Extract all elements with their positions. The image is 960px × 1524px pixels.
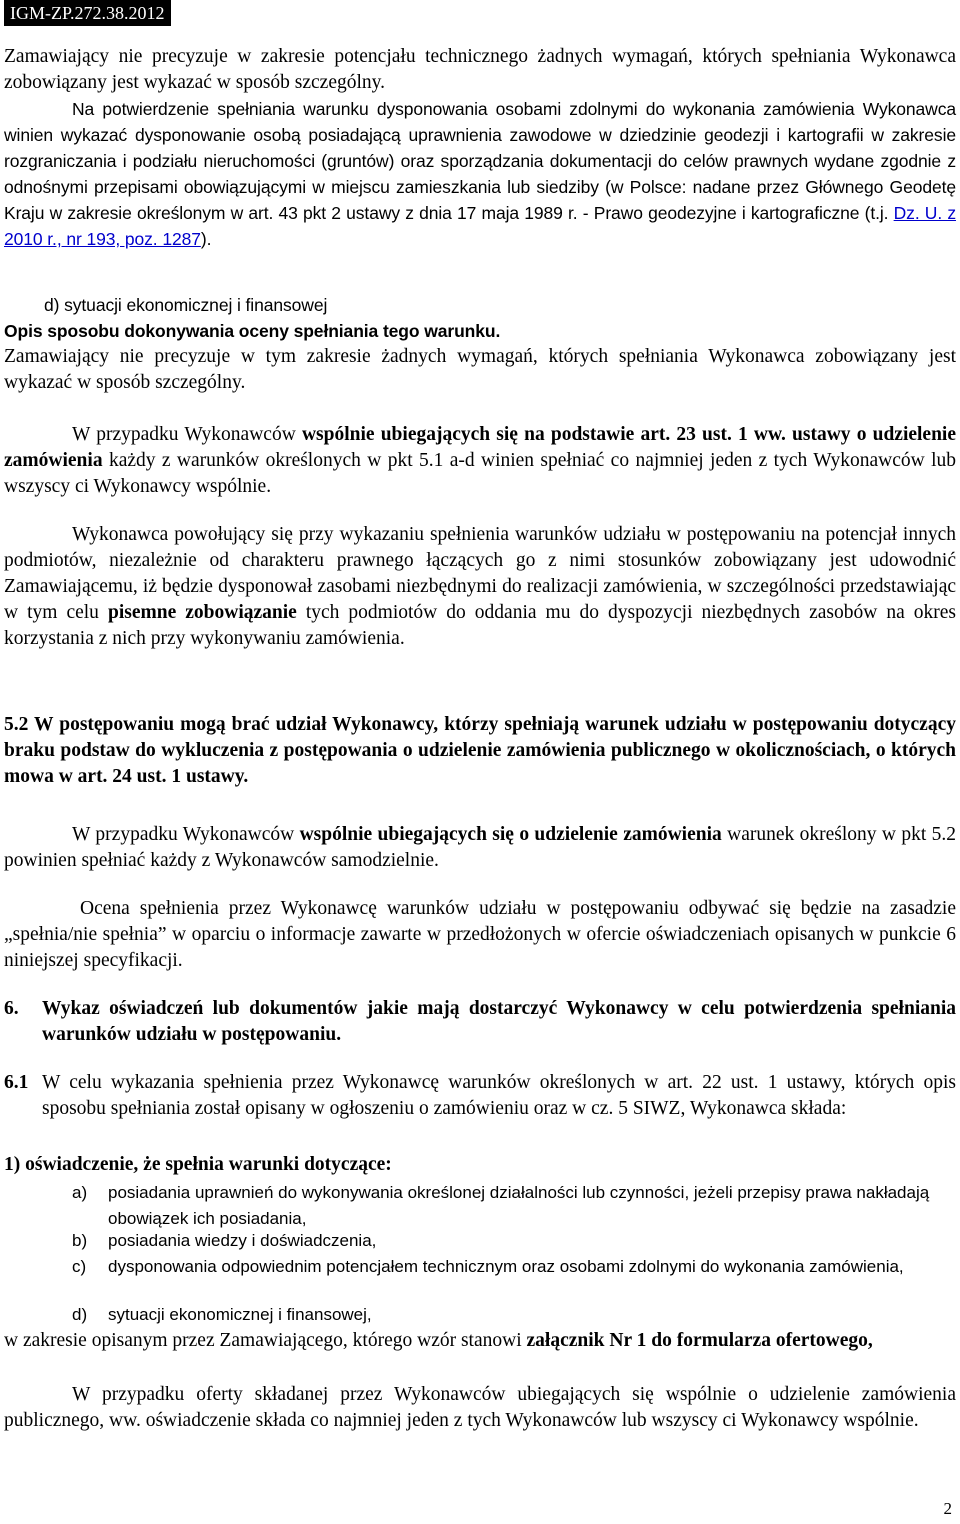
list-item <box>72 1302 956 1328</box>
list-item <box>72 1254 956 1280</box>
joint-contractors-rest: każdy z warunków określonych w pkt 5.1 a-d winien spełniać co najmniej jeden z tych Wykonawców lub wszyscy ci Wykonawcy wspólnie. <box>4 450 956 497</box>
section-6-1 <box>4 1070 956 1122</box>
section-6-heading <box>4 996 956 1048</box>
document-reference: IGM-ZP.272.38.2012 <box>4 0 171 26</box>
paragraph-personnel-text: Na potwierdzenie spełniania warunku dysponowania osobami zdolnymi do wykonania zamówienia Wykonawca winien wykazać dysponowanie osobą posiadającą uprawnienia zawodowe w dziedzinie geodezji i kartografii w zakresie rozgraniczania i podziału nieruchomości (gruntów) oraz sporządzania dokumentacji do celów prawnych wydane zgodnie z odnośnymi przepisami obowiązującymi w miejscu zamieszkania lub siedziby (w Polsce: nadane przez Głównego Geodetę Kraju w zakresie określonym w art. 43 pkt 2 ustawy z dnia 17 maja 1989 r. - Prawo geodezyjne i kartograficzne (t.j. <box>4 99 956 223</box>
paragraph-assessment: Ocena spełnienia przez Wykonawcę warunków udziału w postępowaniu odbywać się będzie na zasadzie „spełnia/nie spełnia” w oparciu o informacje zawarte w przedłożonych w ofercie oświadczeniach opisanych w punkcie 6 niniejszej specyfikacji. <box>4 898 956 971</box>
paragraph-joint-5-2 <box>4 822 956 874</box>
item-economic-situation: d) sytuacji ekonomicznej i finansowej <box>44 295 328 315</box>
other-entities-rest: tych podmiotów do oddania mu do dyspozycji niezbędnych zasobów na okres korzystania z nich przy wykonywaniu zamówienia. <box>4 602 956 649</box>
paragraph-other-entities <box>4 522 956 652</box>
list-item-text: posiadania uprawnień do wykonywania określonej działalności lub czynności, jeżeli przepisy prawa nakładają obowiązek ich posiadania, <box>108 1183 930 1228</box>
paragraph-technical-potential: Zamawiający nie precyzuje w zakresie potencjału technicznego żadnych wymagań, których spełniania Wykonawca zobowiązany jest wykazać w sposób szczególny. <box>4 46 956 93</box>
paragraph-no-requirements: Zamawiający nie precyzuje w tym zakresie żadnych wymagań, których spełniania Wykonawca zobowiązany jest wykazać w sposób szczególny. <box>4 346 956 393</box>
section-6-1-number: 6.1 <box>4 1072 29 1093</box>
section-5-2-heading: 5.2 W postępowaniu mogą brać udział Wykonawcy, którzy spełniają warunek udziału w postępowaniu dotyczący braku podstaw do wykluczenia z postępowania o udzielenie zamówienia publicznego w okolicznościach, o których mowa w art. 24 ust. 1 ustawy. <box>4 714 956 787</box>
list-item-label: d) <box>72 1305 88 1324</box>
list-item-text: dysponowania odpowiednim potencjałem technicznym oraz osobami zdolnymi do wykonania zamówienia, <box>108 1257 904 1276</box>
written-commitment-bold: pisemne zobowiązanie <box>107 602 297 623</box>
list-item-label: a) <box>72 1183 88 1202</box>
joint-5-2-rest: warunek określony w pkt 5.2 powinien spełniać każdy z Wykonawców samodzielnie. <box>4 824 957 871</box>
list-item <box>72 1228 956 1254</box>
list-item-text: sytuacji ekonomicznej i finansowej, <box>108 1305 372 1324</box>
section-6-number: 6. <box>4 998 19 1019</box>
joint-5-2-bold: wspólnie ubiegających się o udzielenie zamówienia <box>299 824 722 845</box>
list-item-label: b) <box>72 1231 88 1250</box>
attachment-bold: załącznik Nr 1 do formularza ofertowego, <box>526 1330 873 1351</box>
paragraph-attachment <box>4 1328 956 1354</box>
section-6-title: Wykaz oświadczeń lub dokumentów jakie mają dostarczyć Wykonawcy w celu potwierdzenia spełniania warunków udziału w postępowaniu. <box>42 998 956 1045</box>
joint-5-2-intro: W przypadku Wykonawców <box>72 824 300 845</box>
paragraph-joint-offer: W przypadku oferty składanej przez Wykonawców ubiegających się wspólnie o udzielenie zamówienia publicznego, ww. oświadczenie składa co najmniej jeden z tych Wykonawców lub wszyscy ci Wykonawcy wspólnie. <box>4 1384 956 1431</box>
joint-contractors-bold: wspólnie ubiegających się na podstawie art. 23 ust. 1 ww. ustawy o udzielenie zamówienia <box>4 424 957 471</box>
paragraph-joint-contractors <box>4 422 956 500</box>
joint-contractors-intro: W przypadku Wykonawców <box>72 424 302 445</box>
page-number: 2 <box>943 1499 952 1518</box>
legal-reference-link[interactable]: Dz. U. z 2010 r., nr 193, poz. 1287 <box>4 203 956 249</box>
list-item <box>72 1180 956 1232</box>
attachment-text: w zakresie opisanym przez Zamawiającego, którego wzór stanowi <box>4 1330 527 1351</box>
list-item-label: c) <box>72 1257 87 1276</box>
assessment-method-heading: Opis sposobu dokonywania oceny spełniania tego warunku. <box>4 321 501 341</box>
paragraph-personnel-requirement <box>4 96 956 252</box>
other-entities-text: Wykonawca powołujący się przy wykazaniu spełnienia warunków udziału w postępowaniu na potencjał innych podmiotów, niezależnie od charakteru prawnego łączących go z nimi stosunków zobowiązany jest udowodnić Zamawiającemu, iż będzie dysponował zasobami niezbędnymi do realizacji zamówienia, w szczególności przedstawiając w tym celu <box>4 524 956 623</box>
list-item-text: posiadania wiedzy i doświadczenia, <box>108 1231 377 1250</box>
paragraph-personnel-tail: ). <box>200 229 212 249</box>
statement-heading: 1) oświadczenie, że spełnia warunki dotyczące: <box>4 1154 392 1175</box>
section-6-1-text: W celu wykazania spełnienia przez Wykonawcę warunków określonych w art. 22 ust. 1 ustawy, których opis sposobu spełniania został opisany w ogłoszeniu o zamówieniu oraz w cz. 5 SIWZ, Wykonawca składa: <box>42 1072 956 1119</box>
